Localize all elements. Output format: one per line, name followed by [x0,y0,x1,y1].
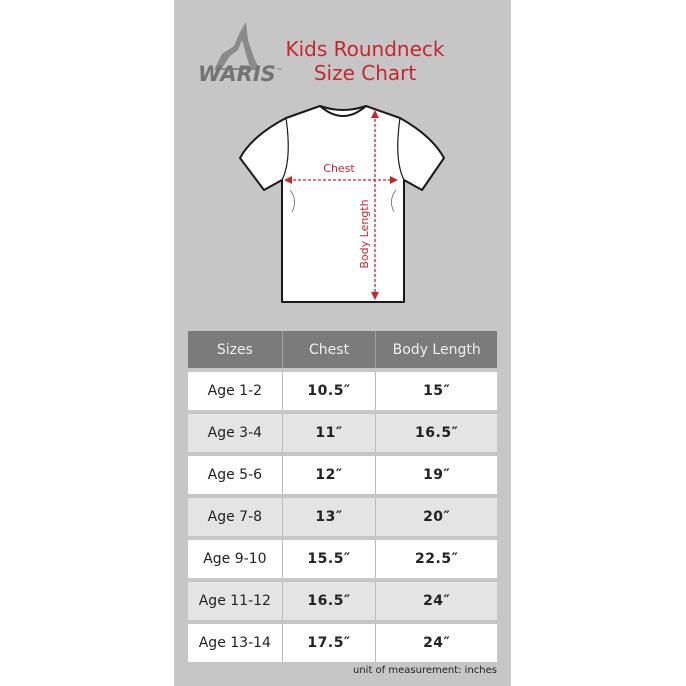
length-cell: 20″ [375,498,497,536]
tshirt-diagram [232,100,454,310]
table-row [188,582,497,620]
header-sizes: Sizes [188,331,282,368]
chest-cell: 12″ [282,456,376,494]
length-cell: 16.5″ [375,414,497,452]
length-cell: 24″ [375,624,497,662]
length-cell: 15″ [375,372,497,410]
chest-cell: 16.5″ [282,582,376,620]
table-header-row [188,331,497,368]
chest-cell: 15.5″ [282,540,376,578]
chest-cell: 11″ [282,414,376,452]
table-row [188,498,497,536]
size-cell: Age 5-6 [188,456,282,494]
size-cell: Age 9-10 [188,540,282,578]
title-line-2: Size Chart [313,61,417,85]
size-cell: Age 11-12 [188,582,282,620]
brand-name: WARIS™ [198,62,283,86]
table-row [188,456,497,494]
size-cell: Age 13-14 [188,624,282,662]
size-chart-table [188,331,497,666]
chest-cell: 10.5″ [282,372,376,410]
length-cell: 22.5″ [375,540,497,578]
chest-cell: 17.5″ [282,624,376,662]
table-row [188,624,497,662]
length-cell: 19″ [375,456,497,494]
table-row [188,372,497,410]
tshirt-outline [240,106,444,302]
chest-cell: 13″ [282,498,376,536]
header-chest: Chest [282,331,376,368]
size-cell: Age 7-8 [188,498,282,536]
table-row [188,414,497,452]
table-row [188,540,497,578]
body-length-label: Body Length [358,199,371,269]
measurement-unit-note: unit of measurement: inches [353,665,497,676]
header-body-length: Body Length [375,331,497,368]
size-cell: Age 3-4 [188,414,282,452]
title-line-1: Kids Roundneck [285,37,445,61]
chest-label: Chest [323,162,355,175]
size-cell: Age 1-2 [188,372,282,410]
length-cell: 24″ [375,582,497,620]
